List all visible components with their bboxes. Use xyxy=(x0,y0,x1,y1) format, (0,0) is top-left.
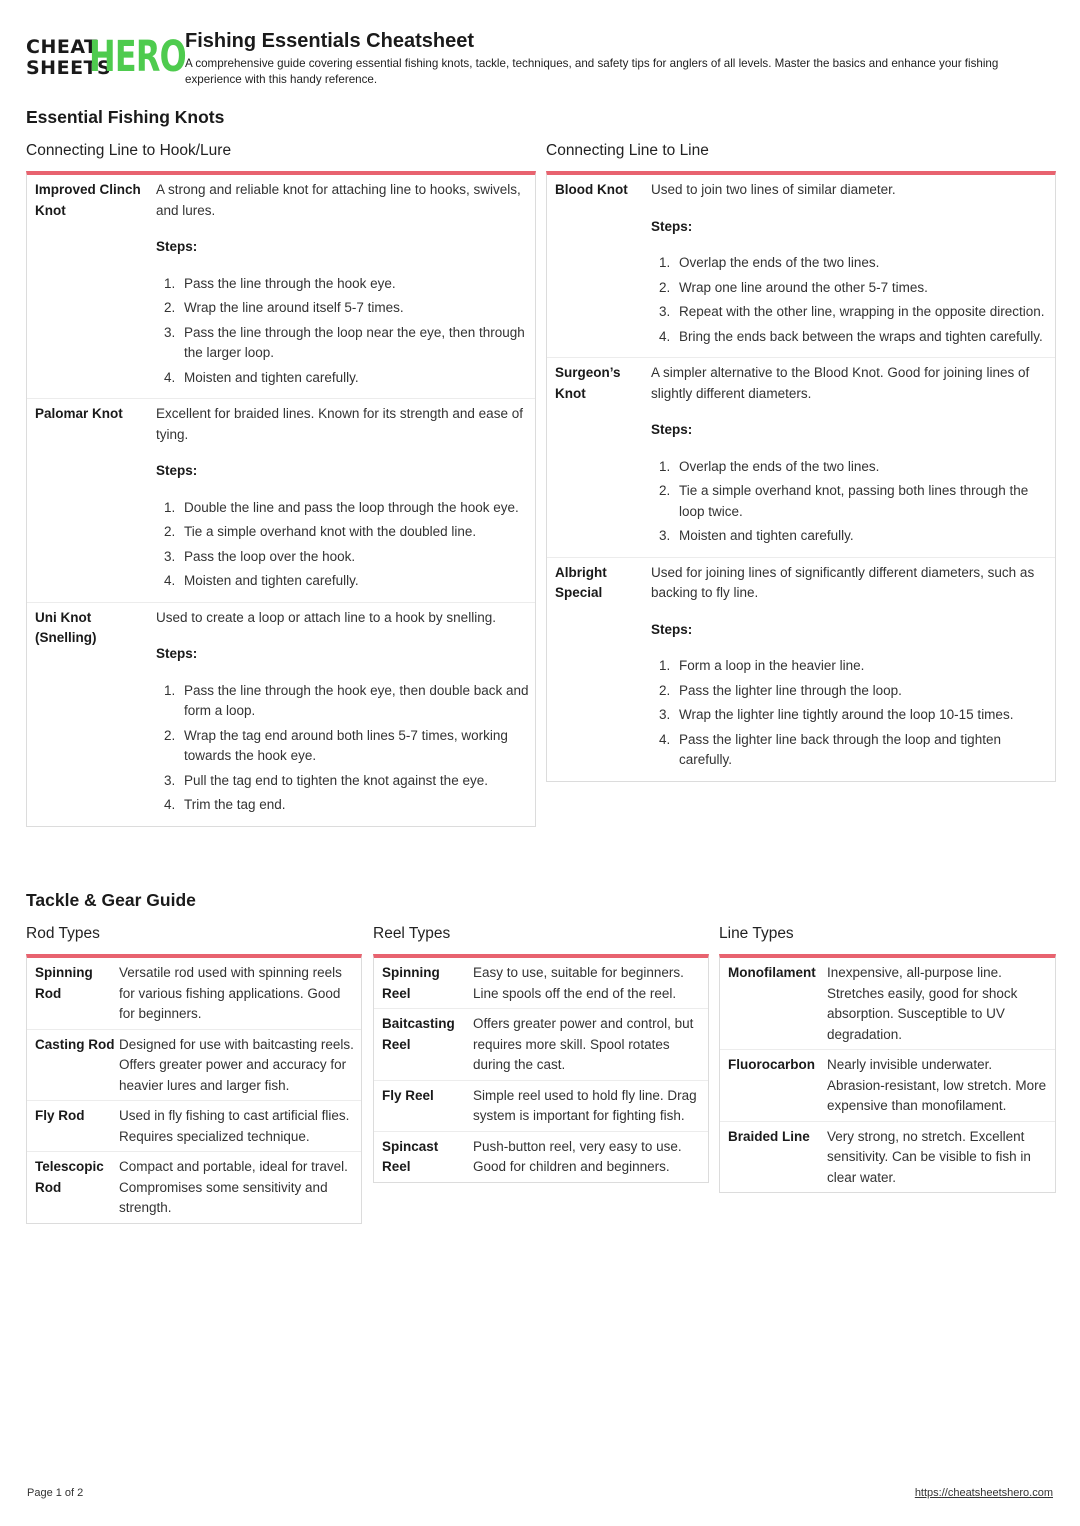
step-number: 2. xyxy=(164,524,176,539)
step-text: Pass the loop over the hook. xyxy=(184,548,356,564)
step-text: Tie a simple overhand knot, passing both lines through the loop twice. xyxy=(679,483,1029,519)
item-details xyxy=(651,175,1055,357)
step-number: 1. xyxy=(659,658,671,673)
step-item xyxy=(651,327,1049,348)
table-row xyxy=(374,1132,708,1182)
subsection-title-line: Connecting Line to Line xyxy=(546,142,709,159)
item-name: Spincast Reel xyxy=(382,1138,439,1174)
steps-list xyxy=(156,681,529,816)
step-text: Pass the lighter line through the loop. xyxy=(679,682,902,698)
table-row xyxy=(720,958,1055,1050)
logo-text-sheets: SHEETS xyxy=(26,57,112,79)
step-number: 2. xyxy=(164,300,176,315)
item-description: Compact and portable, ideal for travel. Compromises some sensitivity and strength. xyxy=(119,1159,348,1215)
step-item xyxy=(156,298,529,319)
page-header xyxy=(26,30,1056,90)
item-description: A strong and reliable knot for attaching line to hooks, swivels, and lures. xyxy=(156,182,521,218)
item-name: Fly Reel xyxy=(382,1087,434,1103)
step-number: 3. xyxy=(659,528,671,543)
step-item xyxy=(651,253,1049,274)
step-item xyxy=(156,547,529,568)
item-details xyxy=(119,1101,361,1151)
item-details xyxy=(156,175,535,398)
table-row xyxy=(374,1081,708,1132)
step-item xyxy=(156,498,529,519)
item-description: Used in fly fishing to cast artificial flies. Requires specialized technique. xyxy=(119,1108,350,1144)
item-description: Nearly invisible underwater. Abrasion-resistant, low stretch. More expensive than monofilament. xyxy=(827,1057,1047,1113)
item-details xyxy=(119,1152,361,1223)
table-row xyxy=(27,1101,361,1152)
item-name: Palomar Knot xyxy=(35,406,123,421)
step-number: 2. xyxy=(659,682,671,698)
table-row xyxy=(27,399,535,603)
item-description: Inexpensive, all-purpose line. Stretches easily, good for shock absorption. Susceptible to UV degradation. xyxy=(827,965,1018,1042)
steps-label: Steps: xyxy=(651,422,693,437)
item-name: Casting Rod xyxy=(35,1036,115,1052)
step-item xyxy=(156,522,529,543)
steps-label: Steps: xyxy=(156,239,198,254)
step-number: 1. xyxy=(659,458,671,474)
steps-list xyxy=(651,656,1049,771)
item-description: Simple reel used to hold fly line. Drag system is important for fighting fish. xyxy=(473,1087,697,1123)
item-description: Used for joining lines of significantly different diameters, such as backing to fly line. xyxy=(651,564,1035,600)
table-row xyxy=(547,358,1055,558)
steps-label: Steps: xyxy=(651,621,693,637)
item-details xyxy=(827,1050,1055,1121)
step-text: Wrap one line around the other 5-7 times. xyxy=(679,279,928,295)
subsection-title-rods: Rod Types xyxy=(26,925,100,942)
item-name: Surgeon’s Knot xyxy=(555,365,621,401)
step-number: 4. xyxy=(164,573,176,588)
steps-list xyxy=(651,457,1049,547)
step-text: Moisten and tighten carefully. xyxy=(679,528,854,543)
table-row xyxy=(27,175,535,399)
step-item xyxy=(651,526,1049,547)
table-row xyxy=(374,958,708,1009)
item-details xyxy=(119,958,361,1029)
item-description: Versatile rod used with spinning reels for various fishing applications. Good for beginners. xyxy=(119,965,342,1021)
item-details xyxy=(473,1132,708,1182)
site-link[interactable]: https://cheatsheetshero.com xyxy=(914,1487,1053,1499)
page-number: Page 1 of 2 xyxy=(27,1487,84,1499)
step-text: Moisten and tighten carefully. xyxy=(184,573,359,588)
step-number: 4. xyxy=(164,369,176,385)
table-row xyxy=(547,175,1055,358)
step-item xyxy=(156,571,529,592)
step-number: 3. xyxy=(164,548,176,564)
section-title-tackle: Tackle & Gear Guide xyxy=(26,890,196,910)
item-name: Baitcasting Reel xyxy=(382,1016,455,1052)
step-item xyxy=(156,771,529,792)
step-item xyxy=(651,681,1049,702)
item-details xyxy=(827,958,1055,1049)
step-item xyxy=(651,302,1049,323)
item-details xyxy=(119,1030,361,1101)
item-description: Excellent for braided lines. Known for its strength and ease of tying. xyxy=(156,406,523,442)
step-text: Trim the tag end. xyxy=(184,797,286,812)
item-description: Used to join two lines of similar diameter. xyxy=(651,182,896,197)
logo-text-cheat: CHEAT xyxy=(26,36,98,58)
step-text: Overlap the ends of the two lines. xyxy=(679,458,880,474)
step-item xyxy=(156,681,529,722)
step-item xyxy=(156,726,529,767)
line-types-table xyxy=(719,954,1056,1193)
step-number: 1. xyxy=(164,275,176,291)
table-row xyxy=(27,1030,361,1102)
step-item xyxy=(156,368,529,389)
step-item xyxy=(651,656,1049,677)
step-number: 1. xyxy=(164,682,176,698)
item-name: Spinning Reel xyxy=(382,965,440,1001)
steps-label: Steps: xyxy=(156,463,198,478)
step-number: 4. xyxy=(164,797,176,812)
steps-label: Steps: xyxy=(651,218,693,234)
step-text: Wrap the tag end around both lines 5-7 times, working towards the hook eye. xyxy=(184,727,508,763)
item-description: Designed for use with baitcasting reels. Offers greater power and accuracy for heavier lures and larger fish. xyxy=(119,1036,354,1093)
step-text: Tie a simple overhand knot with the doubled line. xyxy=(184,524,477,539)
item-name: Telescopic Rod xyxy=(35,1159,104,1195)
step-number: 4. xyxy=(659,731,671,747)
step-number: 4. xyxy=(659,328,671,344)
table-row xyxy=(374,1009,708,1081)
step-item xyxy=(156,274,529,295)
step-text: Pass the lighter line back through the loop and tighten carefully. xyxy=(679,731,1001,767)
step-text: Form a loop in the heavier line. xyxy=(679,658,865,673)
item-details xyxy=(156,603,535,826)
step-item xyxy=(651,278,1049,299)
item-name: Albright Special xyxy=(555,564,607,600)
step-text: Pass the line through the hook eye. xyxy=(184,275,396,291)
step-text: Repeat with the other line, wrapping in the opposite direction. xyxy=(679,304,1045,319)
step-text: Wrap the line around itself 5-7 times. xyxy=(184,300,404,315)
item-details xyxy=(651,358,1055,557)
steps-label: Steps: xyxy=(156,646,198,661)
page-description: A comprehensive guide covering essential fishing knots, tackle, techniques, and safety tips for anglers of all levels. Master the basics and enhance your fishing experience with this handy reference. xyxy=(185,57,999,86)
item-details xyxy=(651,558,1055,781)
item-name: Uni Knot (Snelling) xyxy=(35,609,97,645)
item-description: A simpler alternative to the Blood Knot. Good for joining lines of slightly different diameters. xyxy=(651,365,1030,401)
step-text: Pass the line through the hook eye, then double back and form a loop. xyxy=(184,682,529,718)
step-text: Pass the line through the loop near the eye, then through the larger loop. xyxy=(184,324,525,360)
hook-knots-table xyxy=(26,171,536,827)
step-item xyxy=(651,457,1049,478)
line-knots-table xyxy=(546,171,1056,782)
table-row xyxy=(547,558,1055,781)
item-name: Blood Knot xyxy=(555,182,628,197)
step-item xyxy=(156,795,529,816)
item-details xyxy=(156,399,535,602)
steps-list xyxy=(156,274,529,389)
step-text: Pull the tag end to tighten the knot against the eye. xyxy=(184,772,488,788)
step-number: 3. xyxy=(164,324,176,340)
step-number: 1. xyxy=(659,255,671,270)
item-name: Improved Clinch Knot xyxy=(35,182,141,218)
step-text: Moisten and tighten carefully. xyxy=(184,369,359,385)
step-number: 1. xyxy=(164,499,176,515)
table-row xyxy=(27,603,535,826)
page-title: Fishing Essentials Cheatsheet xyxy=(185,30,474,52)
logo-text-hero: HERO xyxy=(89,32,186,82)
item-details xyxy=(473,1081,708,1131)
steps-list xyxy=(651,253,1049,347)
item-description: Push-button reel, very easy to use. Good for children and beginners. xyxy=(473,1138,682,1174)
item-description: Used to create a loop or attach line to a hook by snelling. xyxy=(156,609,496,625)
table-row xyxy=(720,1122,1055,1193)
reel-types-table xyxy=(373,954,709,1183)
rod-types-table xyxy=(26,954,362,1224)
item-details xyxy=(473,1009,708,1080)
item-name: Spinning Rod xyxy=(35,965,93,1001)
subsection-title-reels: Reel Types xyxy=(373,925,451,942)
step-number: 3. xyxy=(164,772,176,788)
item-name: Braided Line xyxy=(728,1128,810,1144)
step-item xyxy=(651,730,1049,771)
item-details xyxy=(827,1122,1055,1193)
subsection-title-lines: Line Types xyxy=(719,925,794,942)
step-text: Double the line and pass the loop through the hook eye. xyxy=(184,499,519,515)
step-text: Bring the ends back between the wraps and tighten carefully. xyxy=(679,328,1043,344)
item-name: Monofilament xyxy=(728,965,816,980)
step-number: 2. xyxy=(659,483,671,498)
steps-list xyxy=(156,498,529,592)
step-text: Wrap the lighter line tightly around the loop 10-15 times. xyxy=(679,707,1014,722)
section-title-knots: Essential Fishing Knots xyxy=(26,107,225,127)
item-description: Offers greater power and control, but requires more skill. Spool rotates during the cast. xyxy=(473,1016,694,1072)
step-item xyxy=(651,705,1049,726)
step-number: 3. xyxy=(659,304,671,319)
step-number: 2. xyxy=(659,279,671,295)
item-name: Fly Rod xyxy=(35,1108,85,1123)
table-row xyxy=(27,958,361,1030)
table-row xyxy=(27,1152,361,1223)
cheatsheets-hero-logo[interactable] xyxy=(26,32,186,82)
step-text: Overlap the ends of the two lines. xyxy=(679,255,880,270)
step-number: 3. xyxy=(659,707,671,722)
table-row xyxy=(720,1050,1055,1122)
item-description: Very strong, no stretch. Excellent sensitivity. Can be visible to fish in clear water. xyxy=(827,1128,1031,1185)
item-name: Fluorocarbon xyxy=(728,1057,815,1072)
subsection-title-hook: Connecting Line to Hook/Lure xyxy=(26,142,232,159)
step-item xyxy=(651,481,1049,522)
item-details xyxy=(473,958,708,1008)
step-number: 2. xyxy=(164,727,176,743)
item-description: Easy to use, suitable for beginners. Line spools off the end of the reel. xyxy=(473,965,684,1001)
step-item xyxy=(156,323,529,364)
